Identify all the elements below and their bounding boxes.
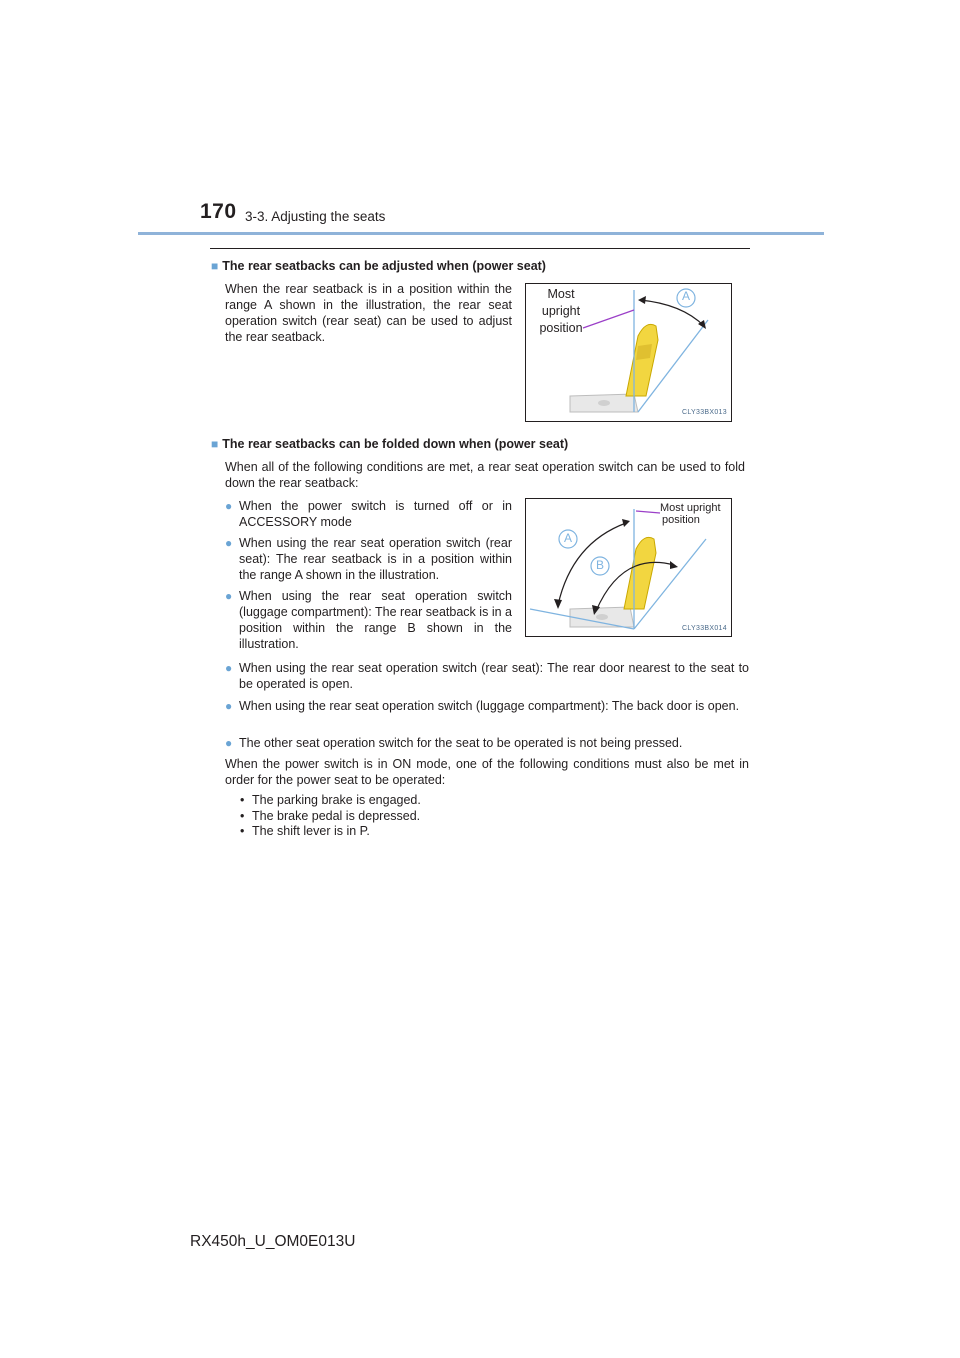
most-upright-label: Most upright position — [660, 502, 721, 526]
round-bullet-icon: ● — [225, 499, 233, 513]
arc-a-arrowhead-bottom — [554, 599, 562, 609]
list-item: ● When using the rear seat operation switch (luggage compartment): The rear seatback is in a position within the range B shown in the illustration. — [225, 589, 512, 651]
figure-seat-fold-range — [525, 498, 732, 637]
range-a-label: A — [563, 531, 572, 545]
list-item: ● When using the rear seat operation switch (rear seat): The rear seatback is in a position within the range A shown in the illustration. — [225, 536, 512, 582]
arc-arrowhead-left — [638, 296, 646, 304]
seatback-headrest — [636, 344, 652, 360]
seat-buckle — [598, 400, 610, 406]
arc-a-arrowhead-top — [622, 519, 630, 527]
list-item: ● When using the rear seat operation switch (rear seat): The rear door nearest to the seat to be operated is open. — [225, 661, 749, 691]
list-item: • The shift lever is in P. — [240, 824, 370, 838]
arc-b-arrowhead-right — [670, 561, 678, 569]
list-item: • The brake pedal is depressed. — [240, 808, 421, 823]
section1-heading: ■ The rear seatbacks can be adjusted when (power seat) — [211, 259, 546, 273]
seatback — [626, 324, 658, 396]
round-bullet-icon: ● — [225, 736, 233, 750]
pointer-line — [583, 310, 634, 328]
range-a-label: A — [681, 289, 690, 303]
square-bullet-icon: ■ — [211, 259, 219, 273]
figure-seat-adjust-range — [525, 283, 732, 422]
document-id: RX450h_U_OM0E013U — [190, 1233, 356, 1250]
seatback — [624, 537, 656, 609]
round-bullet-icon: ● — [225, 536, 233, 550]
header-rule — [138, 232, 824, 235]
range-a-arc — [640, 300, 704, 326]
square-bullet-icon: ■ — [211, 437, 219, 451]
seat-buckle — [596, 614, 608, 620]
section2-heading: ■ The rear seatbacks can be folded down when (power seat) — [211, 437, 569, 451]
round-bullet-icon: ● — [225, 661, 233, 675]
round-bullet-icon: ● — [225, 699, 233, 713]
sub-list — [240, 793, 421, 840]
list-item: ● When using the rear seat operation switch (luggage compartment): The back door is open. — [225, 699, 740, 713]
range-b-label: B — [595, 558, 604, 572]
list-item: ● When the power switch is turned off or in ACCESSORY mode — [225, 499, 512, 529]
section2-note: When the power switch is in ON mode, one of the following conditions must also be met in order for the power seat to be operated: — [225, 757, 749, 787]
page-number: 170 — [200, 200, 237, 223]
list-item: ● The other seat operation switch for the seat to be operated is not being pressed. — [225, 736, 683, 750]
figure-code: CLY33BX014 — [682, 625, 727, 632]
most-upright-label: Most upright position — [539, 287, 583, 335]
list-item: • The parking brake is engaged. — [240, 793, 421, 807]
section2-intro: When all of the following conditions are met, a rear seat operation switch can be used to fold down the rear seatback: — [225, 460, 745, 490]
pointer-line — [636, 511, 660, 513]
round-bullet-icon: ● — [225, 589, 233, 603]
content-top-rule — [210, 248, 750, 249]
section-title: 3-3. Adjusting the seats — [245, 209, 386, 224]
figure-code: CLY33BX013 — [682, 409, 727, 416]
section1-body: When the rear seatback is in a position within the range A shown in the illustration, the rear seat operation switch (rear seat) can be used to adjust the rear seatback. — [225, 282, 512, 344]
